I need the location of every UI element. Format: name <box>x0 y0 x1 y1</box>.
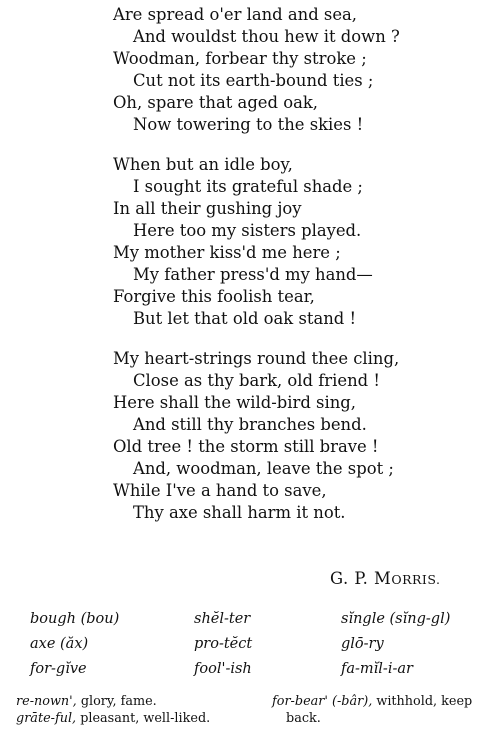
definition-text: withhold, keep <box>372 694 473 709</box>
poem-line: But let that old oak stand ! <box>133 309 357 328</box>
vocabulary-row <box>30 661 490 686</box>
poem-line: And wouldst thou hew it down ? <box>133 27 400 46</box>
poem-line: And, woodman, leave the spot ; <box>133 459 394 478</box>
vocabulary-word: pro-tĕct <box>194 636 253 652</box>
definition-text: pleasant, well-liked. <box>76 711 211 726</box>
vocabulary-list <box>30 611 490 686</box>
definition-forbear <box>272 693 472 710</box>
vocabulary-word: fool'-ish <box>194 661 252 677</box>
vocabulary-word: for-gĭve <box>30 661 87 677</box>
poem-line: Old tree ! the storm still brave ! <box>113 437 379 456</box>
poem-line: Now towering to the skies ! <box>133 115 364 134</box>
poem-line: Here shall the wild-bird sing, <box>113 393 356 412</box>
stanza-1 <box>113 4 493 136</box>
poem-line: When but an idle boy, <box>113 155 293 174</box>
poem-line: Woodman, forbear thy stroke ; <box>113 49 367 68</box>
poem-line: Here too my sisters played. <box>133 221 362 240</box>
definition-term: grāte-ful, <box>16 711 77 726</box>
definition-forbear-continued: back. <box>286 711 321 726</box>
poem-line: While I've a hand to save, <box>113 481 327 500</box>
poem-line: In all their gushing joy <box>113 199 302 218</box>
vocabulary-row <box>30 611 490 636</box>
poem-line: My heart-strings round thee cling, <box>113 349 400 368</box>
definition-term: re-nown', <box>16 694 77 709</box>
vocabulary-row <box>30 636 490 661</box>
vocabulary-word: shĕl-ter <box>194 611 251 627</box>
vocabulary-word: glō-ry <box>341 636 384 652</box>
poem-line: I sought its grateful shade ; <box>133 177 363 196</box>
poem-author <box>330 569 440 588</box>
poem-line: Forgive this foolish tear, <box>113 287 315 306</box>
stanza-2 <box>113 154 493 330</box>
vocabulary-word: axe (ăx) <box>30 636 89 652</box>
poem-line: My mother kiss'd me here ; <box>113 243 341 262</box>
poem <box>113 4 493 542</box>
definition-text: glory, fame. <box>76 694 157 709</box>
definition-renown <box>16 693 157 710</box>
poem-line: Oh, spare that aged oak, <box>113 93 318 112</box>
author-surname-smallcaps: ORRIS. <box>391 572 441 587</box>
poem-line: Close as thy bark, old friend ! <box>133 371 380 390</box>
poem-line: Are spread o'er land and sea, <box>113 5 358 24</box>
poem-line: Cut not its earth-bound ties ; <box>133 71 374 90</box>
definition-term: for-bear' (-bâr), <box>272 694 373 709</box>
vocabulary-word: sĭngle (sĭng-gl) <box>341 611 451 627</box>
poem-line: And still thy branches bend. <box>133 415 367 434</box>
definition-grateful <box>16 710 210 727</box>
author-initials: G. P. M <box>330 569 392 588</box>
stanza-3 <box>113 348 493 524</box>
poem-line: My father press'd my hand— <box>133 265 373 284</box>
vocabulary-word: fa-mĭl-i-ar <box>341 661 413 677</box>
poem-line: Thy axe shall harm it not. <box>133 503 346 522</box>
vocabulary-word: bough (bou) <box>30 611 120 627</box>
